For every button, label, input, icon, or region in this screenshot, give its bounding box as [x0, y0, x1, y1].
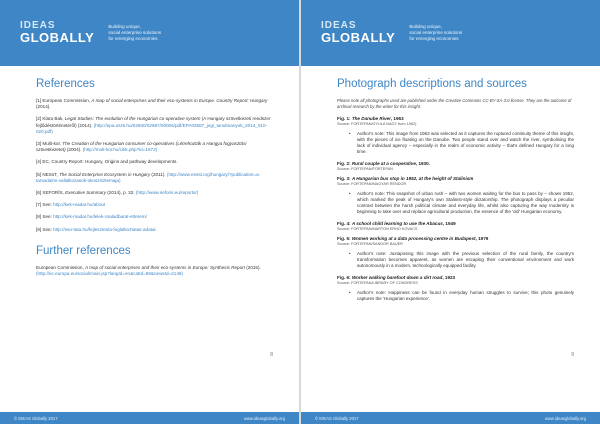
figure-source: Source: FORTEPAN/MAGYAR RENDOR	[337, 182, 407, 187]
ref-text: [6] SEFORÏS,	[36, 190, 66, 196]
ref-link[interactable]: (http://www.nesst.org/hungary/?publication=a-tarsadalmi-vallalkozasok-okoszisztemaja)	[36, 171, 261, 183]
reference-item	[36, 116, 273, 135]
figure-entry	[337, 116, 574, 155]
figure-source: Source: FORTEPAN/LIBRARY OF CONGRESS	[337, 281, 418, 286]
ref-link[interactable]: http://eso-tata.hu/fejlesztes/a-foglalkoztatas-adatai	[53, 226, 156, 232]
logo-top-text: IDEAS	[20, 20, 56, 31]
ref-text: (2011).	[150, 171, 167, 177]
figure-source: Source: FORTEPAN/SANDOR BAUER	[337, 242, 403, 247]
ref-link[interactable]: (http://epa.oszk.hu/02600/02687/00006/pdf/EPA02687_jogi_tanulmanyok_2014_010-020.pdf)	[36, 122, 268, 134]
figure-caption: Worker walking barefoot down a dirt road	[351, 275, 443, 281]
ref-link[interactable]: http://kek-madar.hu/lelek-csaladbarat-etterem/	[53, 214, 147, 220]
figures-list	[337, 116, 574, 302]
footer-copyright: © IDEAS Globally 2017	[14, 415, 58, 421]
ref-title: A map of social enterprises and their eco-systems in Europe. Country Report: Hungary	[91, 98, 268, 103]
ref-text: (2014), p. 32.	[105, 190, 136, 196]
page-header	[0, 0, 299, 66]
footer-website[interactable]: www.ideasglobally.org	[243, 415, 285, 421]
authors-note	[349, 191, 574, 215]
tagline-line: for emerging economies	[409, 36, 459, 41]
figure-year: , 1949	[442, 221, 456, 227]
right-page	[301, 0, 600, 424]
figure-label: Fig. 2:	[337, 161, 352, 167]
note-text: Author's note: This snapshot of urban rush – with two women waiting for the bus to pass by – shows 1952, which marked the peak of Hungary's own Stalinist-style dictatorship. The photograph displays a peculiar contrast between the harsh political climate and everyday life, whilst also capturing the way modernity is beginning to take over and replace agricultural production, the essence of the 'old' Hungarian economy.	[357, 191, 574, 215]
authors-note	[349, 131, 574, 155]
reference-item	[36, 214, 273, 220]
page-footer	[0, 412, 299, 424]
bullet-icon: •	[349, 191, 351, 197]
tagline-line: Building unique,	[108, 24, 142, 29]
references-list	[36, 98, 273, 233]
ref-title: The Creation of the Hungarian consumer co-operatives (Létrehozták a Hangya fogyasztási szövetkezetet)	[36, 141, 247, 153]
ref-link[interactable]: http://kek-madar.hu/about	[53, 202, 106, 208]
footer-website[interactable]: www.ideasglobally.org	[544, 415, 586, 421]
reference-item	[36, 227, 273, 233]
ref-text: [8] See:	[36, 214, 54, 220]
reference-item	[36, 172, 273, 184]
logo-bottom-text: GLOBALLY	[20, 30, 95, 45]
figure-entry	[337, 176, 574, 215]
bullet-icon: •	[349, 131, 351, 137]
page-header	[301, 0, 600, 66]
references-content	[36, 78, 273, 283]
photo-descriptions-content	[337, 78, 574, 308]
photo-descriptions-heading: Photograph descriptions and sources	[337, 78, 527, 90]
ideas-globally-logo	[20, 21, 94, 45]
further-references-heading: Further references	[36, 244, 131, 257]
footer-copyright: © IDEAS Globally 2017	[315, 415, 359, 421]
further-reference	[36, 265, 273, 277]
reference-item	[36, 141, 273, 153]
ref-text: (2014).	[36, 104, 51, 110]
ref-link[interactable]: (http://ec.europa.eu/social/main.jsp?langId=en&catId=89&newsId=2149)	[36, 271, 183, 277]
ref-text: (A Hungary szövetkezeti rendszer fejlődéstörténetéről) (2014).	[36, 116, 271, 128]
ref-title: Executive Summary	[65, 190, 106, 196]
ref-text: [2] Klara Bak,	[36, 116, 65, 122]
tagline-line: social enterprise solutions	[409, 30, 463, 35]
tagline-line: Building unique,	[409, 24, 443, 29]
left-page	[0, 0, 299, 424]
reference-item	[36, 159, 273, 165]
figure-year: , 1930.	[415, 161, 430, 167]
ref-text: (2004).	[65, 147, 83, 153]
tagline	[409, 24, 479, 42]
figure-source: Source: FORTEPAN/GYULA NAGY from 1962)	[337, 122, 417, 127]
figure-caption: The Danube River	[351, 116, 391, 122]
ref-text: [7] See:	[36, 202, 54, 208]
bullet-icon: •	[349, 290, 351, 296]
page-footer	[301, 412, 600, 424]
figure-label: Fig. 5:	[337, 236, 352, 242]
figure-source: Source: FORTEPAN/MARTON ERNO KOVACS	[337, 227, 418, 232]
ref-text: [3] Mulit-kor,	[36, 141, 63, 147]
ref-text: [9] See:	[36, 226, 54, 232]
logo-bottom-text: GLOBALLY	[321, 30, 396, 45]
references-heading: References	[36, 78, 95, 90]
ref-title: A map of social enterprises and their eco-systems in Europe: Synthesis Report	[85, 264, 245, 270]
license-intro: Please note all photographs used are published under the Creative Commons CC-BY-SA-3.0 license. They are the outcome of archival research by the writer for this insight.	[337, 98, 572, 109]
tagline-line: social enterprise solutions	[108, 30, 162, 35]
figure-label: Fig. 4:	[337, 221, 352, 227]
figure-year: , 1923	[442, 275, 456, 281]
logo-top-text: IDEAS	[321, 20, 357, 31]
note-text: Author's note: Happiness can be found in everyday human struggles to survive; this photo genuinely captures the 'Hungarian experience'.	[357, 290, 574, 302]
authors-note	[349, 251, 574, 269]
figure-caption: A Hungarian bus stop in 1952, at the height of Stalinism	[351, 176, 474, 182]
figure-entry	[337, 221, 574, 232]
figure-year: , 1963	[390, 116, 404, 122]
ref-text: [4] EC, Country Report: Hungary, Origins and pathway developments.	[36, 159, 178, 165]
reference-item	[36, 98, 273, 110]
figure-source: Source: FORTEPAN/FORTEPAN	[337, 167, 393, 172]
ideas-globally-logo	[321, 21, 395, 45]
figure-label: Fig. 6:	[337, 275, 352, 281]
ref-link[interactable]: (http://mult-kor.hu/cikk.php?id=1572)	[82, 147, 158, 153]
page-number: 9	[571, 352, 574, 358]
ref-text: European Commission,	[36, 264, 86, 270]
figure-year: , 1979	[475, 236, 489, 242]
ref-text: (2015).	[244, 264, 261, 270]
ref-link[interactable]: (http://www.seforis.eu/reports/)	[135, 190, 199, 196]
bullet-icon: •	[349, 251, 351, 257]
page-number: 8	[270, 352, 273, 358]
note-text: Author's note: Juxtaposing this image with the previous selection of the rural family, the country's transformation becomes apparent, as women are escaping their conventional environment and work autonomously in a modern, technologically equipped facility.	[357, 251, 574, 269]
figure-label: Fig. 3:	[337, 176, 352, 182]
figure-entry	[337, 275, 574, 302]
tagline	[108, 24, 178, 42]
note-text: Author's note: This image from 1963 was selected as it captures the ruptured continuity theme of this insight, with the pieces of ice floating on the Danube. Two people stand over and watch the river, symbolising the lack of individual agency – especially in the realm of economic activity – that's defined Hungary for a long time.	[357, 131, 574, 155]
figure-label: Fig. 1:	[337, 116, 352, 122]
ref-title: Legal Studies: The evolution of the Hungarian co-operative system	[64, 116, 201, 122]
figure-entry	[337, 161, 574, 172]
authors-note	[349, 290, 574, 302]
figure-entry	[337, 236, 574, 269]
tagline-line: for emerging economies	[108, 36, 158, 41]
figure-caption: A school child learning to use the Abacus	[351, 221, 443, 227]
reference-item	[36, 202, 273, 208]
figure-caption: Rural couple at a cooperative	[351, 161, 416, 167]
ref-title: The Social Enterprise Ecosystem in Hungary	[58, 171, 151, 177]
figure-caption: Women working at a data processing centre in Budapest	[351, 236, 476, 242]
reference-item	[36, 190, 273, 196]
ref-text: [1] European Commission,	[36, 98, 92, 103]
ref-text: [5] NESsT,	[36, 171, 59, 177]
